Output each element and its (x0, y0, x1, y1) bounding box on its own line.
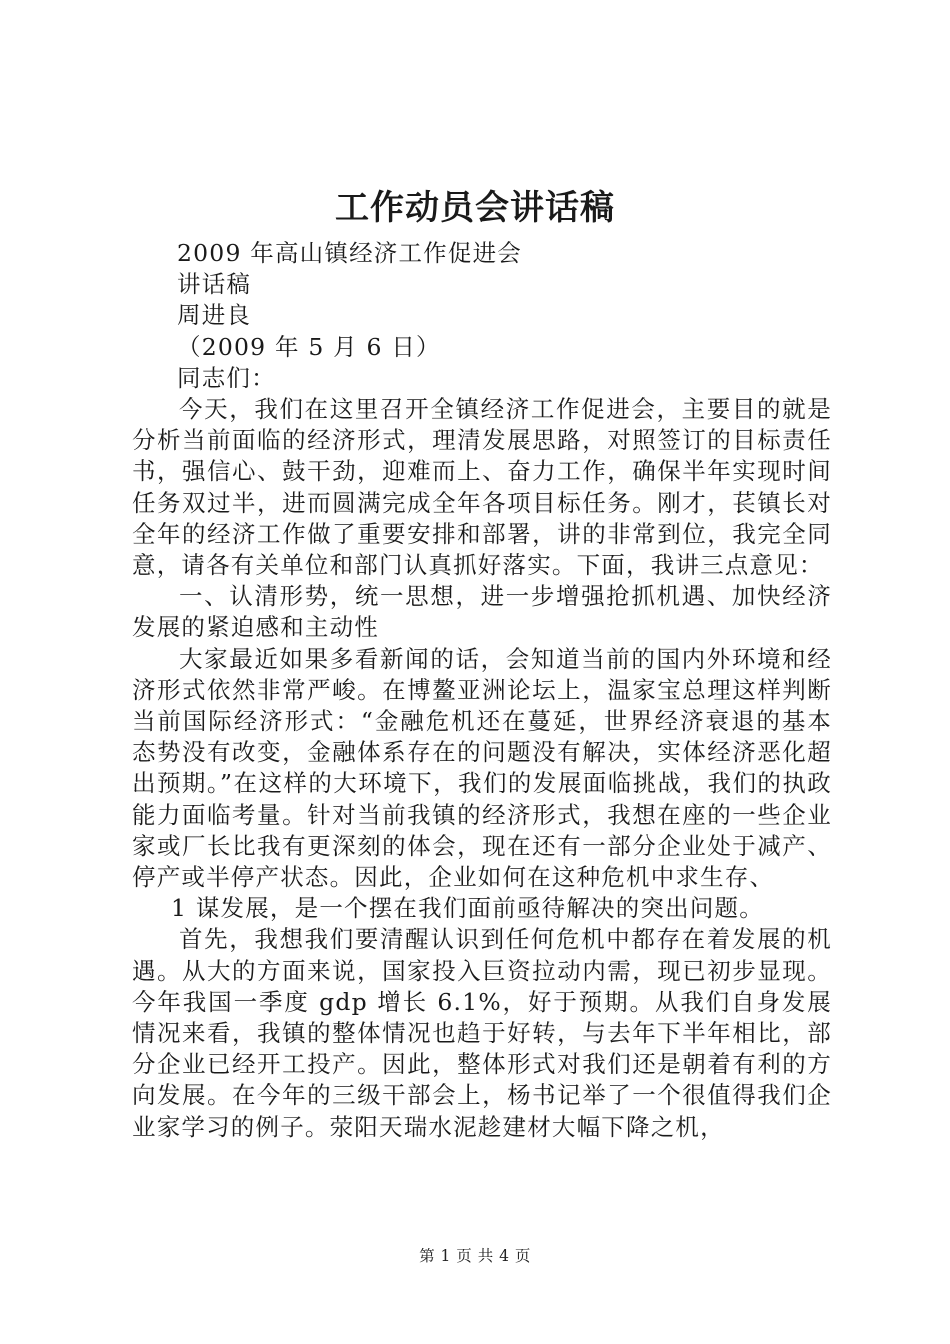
speaker-name: 周进良 (177, 301, 252, 330)
document-title: 工作动员会讲话稿 (335, 188, 615, 228)
page-number-footer: 第 1 页 共 4 页 (419, 1247, 531, 1265)
paragraph-continuation: 1 谋发展，是一个摆在我们面前亟待解决的突出问题。 (171, 894, 764, 923)
salutation: 同志们： (177, 363, 276, 392)
document-type: 讲话稿 (177, 270, 252, 299)
speech-date: （2009 年 5 月 6 日） (177, 332, 441, 361)
paragraph-situation: 大家最近如果多看新闻的话，会知道当前的国内外环境和经济形式依然非常严峻。在博鳌亚洲论坛上，温家宝总理这样判断当前国际经济形式：“金融危机还在蔓延，世界经济衰退的基本态势没有改变，金融体系存在的问题没有解决，实体经济恶化超出预期。”在这样的大环境下，我们的发展面临挑战，我们的执政能力面临考量。针对当前我镇的经济形式，我想在座的一些企业家或厂长比我有更深刻的体会，现在还有一部分企业处于减产、停产或半停产状态。因此，企业如何在这种危机中求生存、 (132, 644, 832, 892)
section-heading-1: 一、认清形势，统一思想，进一步增强抢抓机遇、加快经济发展的紧迫感和主动性 (132, 582, 832, 642)
paragraph-intro: 今天，我们在这里召开全镇经济工作促进会，主要目的就是分析当前面临的经济形式，理清发展思路，对照签订的目标责任书，强信心、鼓干劲，迎难而上、奋力工作，确保半年实现时间任务双过半，进而圆满完成全年各项目标任务。刚才，苌镇长对全年的经济工作做了重要安排和部署，讲的非常到位，我完全同意，请各有关单位和部门认真抓好落实。下面，我讲三点意见： (132, 395, 832, 580)
meeting-name: 2009 年高山镇经济工作促进会 (177, 239, 522, 267)
paragraph-opportunity: 首先，我想我们要清醒认识到任何危机中都存在着发展的机遇。从大的方面来说，国家投入巨资拉动内需，现已初步显现。今年我国一季度 gdp 增长 6.1%，好于预期。从我们自身发展情况来看，我镇的整体情况也趋于好转，与去年下半年相比，部分企业已经开工投产。因此，整体形式对我们还是朝着有利的方向发展。在今年的三级干部会上，杨书记举了一个很值得我们企业家学习的例子。荥阳天瑞水泥趁建材大幅下降之机， (132, 925, 832, 1141)
document-body (132, 238, 832, 1143)
